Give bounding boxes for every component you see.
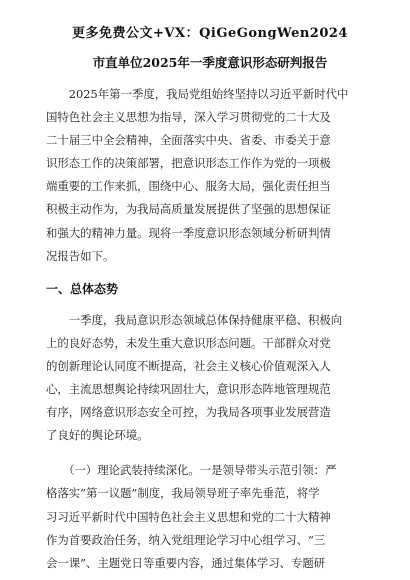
intro-line: 2025年第一季度，我局党组始终坚持以习近平新时代中 — [46, 87, 349, 101]
document-title: 市直单位2025年一季度意识形态研判报告 — [92, 55, 328, 70]
overall-line: 有序，网络意识形态安全可控，为我局各项事业发展营造 — [46, 405, 331, 420]
overall-line: 上的良好态势，未发生重大意识形态问题。干部群众对党 — [46, 335, 331, 350]
intro-line: 二十届三中全会精神，全面落实中央、省委、市委关于意 — [46, 133, 331, 148]
theory-paragraph — [46, 459, 374, 574]
overall-line: 的创新理论认同度不断提高，社会主义核心价值观深入人 — [46, 358, 331, 373]
theory-line: 作为首要政治任务，纳入党组理论学习中心组学习、“三 — [46, 532, 326, 547]
promo-banner: 更多免费公文+VX：QiGeGongWen2024 — [72, 26, 348, 41]
section-heading-overall: 一、总体态势 — [46, 281, 119, 296]
intro-line: 识形态工作的决策部署，把意识形态工作作为党的一项极 — [46, 156, 331, 171]
theory-line: 习习近平新时代中国特色社会主义思想和党的二十大精神 — [46, 509, 331, 524]
intro-line: 况报告如下。 — [46, 248, 115, 263]
theory-line: 会一课”、主题党日等重要内容，通过集体学习、专题研 — [46, 555, 326, 570]
overall-line: 了良好的舆论环境。 — [46, 428, 149, 443]
theory-line: （一）理论武装持续深化。一是领导带头示范引领：严 — [46, 463, 337, 478]
intro-line: 和强大的精神力量。现将一季度意识形态领域分析研判情 — [46, 225, 331, 240]
theory-line: 格落实“第一议题”制度，我局领导班子率先垂范，将学 — [46, 486, 320, 501]
overall-paragraph — [46, 309, 374, 448]
intro-line: 积极主动作为，为我局高质量发展提供了坚强的思想保证 — [46, 202, 331, 217]
intro-line: 国特色社会主义思想为指导，深入学习贯彻党的二十大及 — [46, 110, 331, 125]
overall-line: 一季度，我局意识形态领域总体保持健康平稳、积极向 — [46, 312, 343, 327]
overall-line: 心，主流思想舆论持续巩固壮大，意识形态阵地管理规范 — [46, 382, 331, 397]
intro-paragraph — [46, 83, 374, 268]
intro-line: 端重要的工作来抓，围绕中心、服务大局，强化责任担当 — [46, 179, 331, 194]
paragraph-gap — [46, 447, 374, 459]
